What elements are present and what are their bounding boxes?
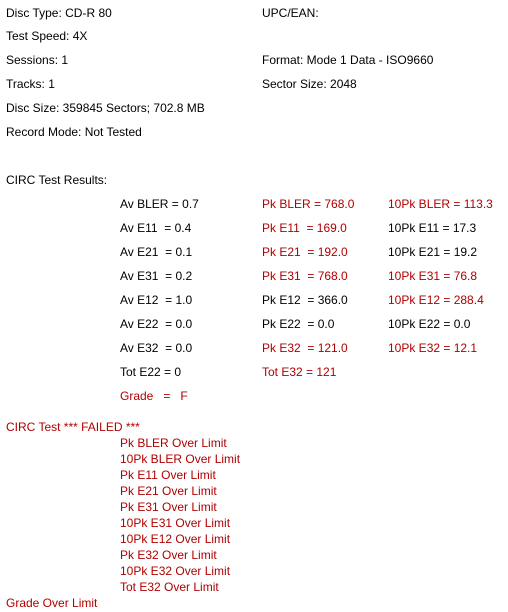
failure-item: Pk E11 Over Limit <box>120 468 216 482</box>
failure-item: Pk E21 Over Limit <box>120 484 217 498</box>
record-mode: Record Mode: Not Tested <box>6 125 142 139</box>
avg-value: Av E32 = 0.0 <box>120 341 193 355</box>
pk-value: Pk E12 = 366.0 <box>262 293 348 307</box>
tenpk-value: 10Pk BLER = 113.3 <box>388 197 493 211</box>
failure-item: Pk BLER Over Limit <box>120 436 227 450</box>
disc-type: Disc Type: CD-R 80 <box>6 6 112 20</box>
tenpk-value: 10Pk E21 = 19.2 <box>388 245 478 259</box>
failure-item: Pk E31 Over Limit <box>120 500 217 514</box>
avg-value: Av E21 = 0.1 <box>120 245 193 259</box>
avg-value: Av E22 = 0.0 <box>120 317 193 331</box>
failure-item: 10Pk E32 Over Limit <box>120 564 231 578</box>
tot-e32: Tot E32 = 121 <box>262 365 337 379</box>
grade-over-limit: Grade Over Limit <box>6 596 98 610</box>
failure-item: Tot E32 Over Limit <box>120 580 219 594</box>
sector-size: Sector Size: 2048 <box>262 77 357 91</box>
tracks: Tracks: 1 <box>6 77 55 91</box>
format: Format: Mode 1 Data - ISO9660 <box>262 53 434 67</box>
failure-item: 10Pk E31 Over Limit <box>120 516 231 530</box>
tot-e22: Tot E22 = 0 <box>120 365 182 379</box>
pk-value: Pk E22 = 0.0 <box>262 317 335 331</box>
grade: Grade = F <box>120 389 188 403</box>
avg-value: Av E11 = 0.4 <box>120 221 192 235</box>
pk-value: Pk BLER = 768.0 <box>262 197 355 211</box>
circ-heading: CIRC Test Results: <box>6 173 108 187</box>
avg-value: Av E31 = 0.2 <box>120 269 193 283</box>
sessions: Sessions: 1 <box>6 53 69 67</box>
pk-value: Pk E11 = 169.0 <box>262 221 347 235</box>
tenpk-value: 10Pk E31 = 76.8 <box>388 269 478 283</box>
failure-item: Pk E32 Over Limit <box>120 548 217 562</box>
failed-heading: CIRC Test *** FAILED *** <box>6 420 140 434</box>
failure-item: 10Pk E12 Over Limit <box>120 532 231 546</box>
avg-value: Av E12 = 1.0 <box>120 293 193 307</box>
pk-value: Pk E32 = 121.0 <box>262 341 348 355</box>
disc-size: Disc Size: 359845 Sectors; 702.8 MB <box>6 101 205 115</box>
pk-value: Pk E31 = 768.0 <box>262 269 348 283</box>
tenpk-value: 10Pk E11 = 17.3 <box>388 221 477 235</box>
avg-value: Av BLER = 0.7 <box>120 197 199 211</box>
tenpk-value: 10Pk E32 = 12.1 <box>388 341 478 355</box>
test-speed: Test Speed: 4X <box>6 29 88 43</box>
tenpk-value: 10Pk E12 = 288.4 <box>388 293 484 307</box>
pk-value: Pk E21 = 192.0 <box>262 245 348 259</box>
upc-ean: UPC/EAN: <box>262 6 319 20</box>
tenpk-value: 10Pk E22 = 0.0 <box>388 317 471 331</box>
failure-item: 10Pk BLER Over Limit <box>120 452 241 466</box>
